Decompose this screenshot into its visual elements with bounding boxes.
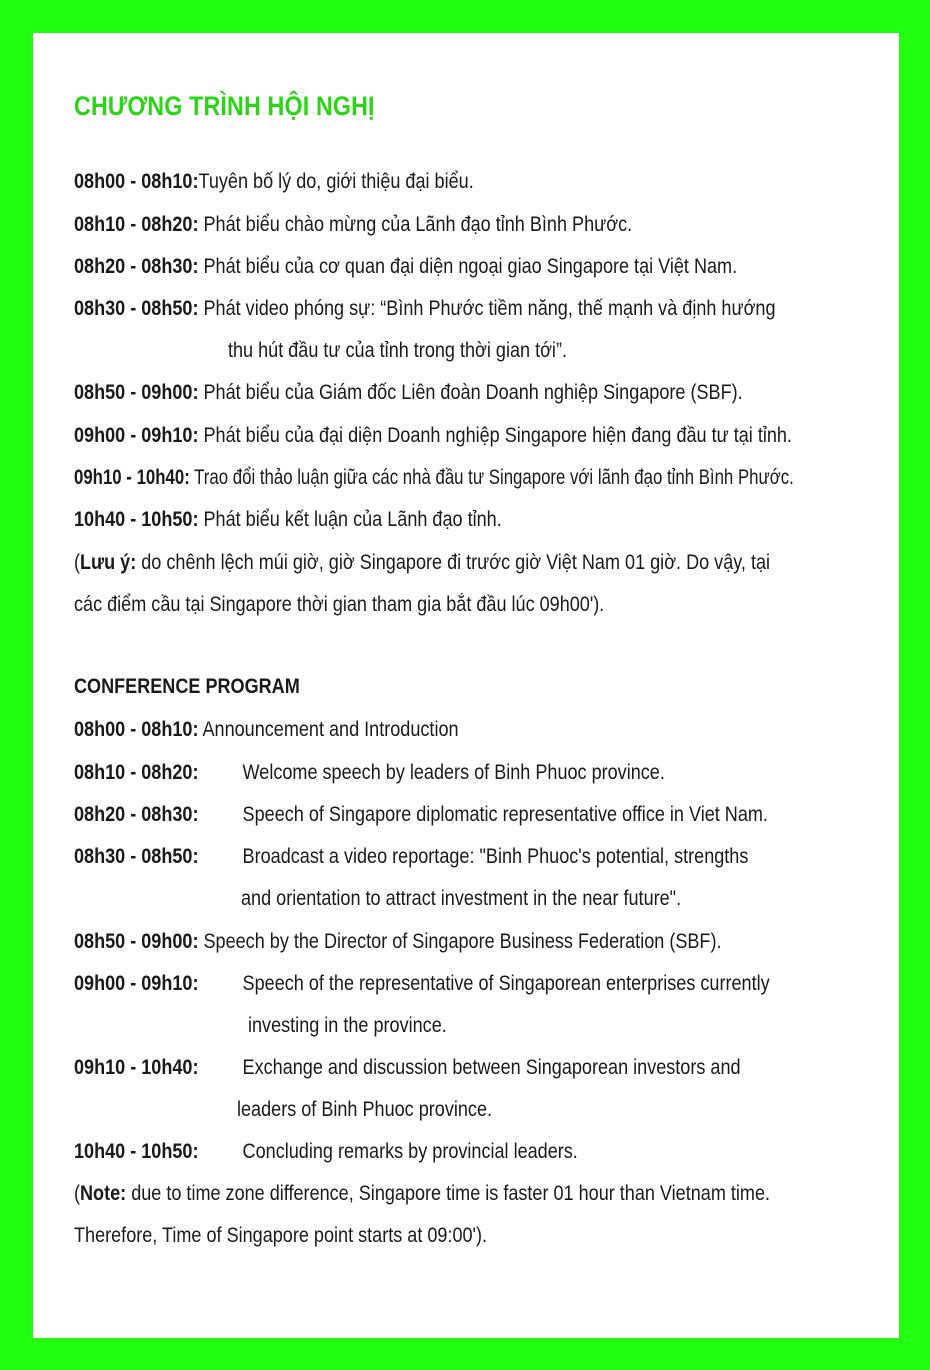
vi-item-8-text: Phát biểu kết luận của Lãnh đạo tỉnh. bbox=[198, 508, 502, 531]
en-item-5-time: 08h50 - 09h00: bbox=[74, 930, 199, 953]
en-item-3 bbox=[74, 801, 768, 829]
en-title: CONFERENCE PROGRAM bbox=[74, 675, 300, 698]
en-note-text: due to time zone difference, Singapore time is faster 01 hour than Vietnam time. bbox=[126, 1182, 771, 1205]
vi-item-1-time: 08h00 - 08h10: bbox=[74, 170, 199, 193]
vi-item-2-text: Phát biểu chào mừng của Lãnh đạo tỉnh Bình Phước. bbox=[198, 213, 633, 236]
vi-item-2 bbox=[74, 211, 632, 239]
en-item-6-cont: investing in the province. bbox=[248, 1014, 447, 1037]
en-item-2-time: 08h10 - 08h20: bbox=[74, 761, 199, 784]
vi-title: CHƯƠNG TRÌNH HỘI NGHỊ bbox=[74, 91, 375, 121]
vi-item-5-time: 08h50 - 09h00: bbox=[74, 381, 199, 404]
vi-item-6-time: 09h00 - 09h10: bbox=[74, 424, 199, 447]
vi-item-5 bbox=[74, 379, 743, 407]
en-item-8 bbox=[74, 1138, 578, 1166]
en-item-6-time: 09h00 - 09h10: bbox=[74, 972, 199, 995]
en-note-cont: Therefore, Time of Singapore point starts at 09:00'). bbox=[74, 1224, 488, 1247]
vi-note-text: do chênh lệch múi giờ, giờ Singapore đi trước giờ Việt Nam 01 giờ. Do vậy, tại bbox=[136, 551, 771, 574]
en-note-open: ( bbox=[74, 1182, 81, 1205]
en-note-label: Note: bbox=[80, 1182, 127, 1205]
en-note bbox=[74, 1180, 770, 1208]
vi-item-3 bbox=[74, 253, 737, 281]
vi-item-7-time: 09h10 - 10h40: bbox=[74, 466, 190, 489]
en-item-1-time: 08h00 - 08h10: bbox=[74, 718, 199, 741]
program-card bbox=[33, 33, 899, 1338]
en-item-3-time: 08h20 - 08h30: bbox=[74, 803, 199, 826]
en-item-5-text: Speech by the Director of Singapore Business Federation (SBF). bbox=[198, 930, 722, 953]
en-item-4-text: Broadcast a video reportage: "Binh Phuoc's potential, strengths bbox=[242, 845, 749, 868]
vi-item-7-text: Trao đổi thảo luận giữa các nhà đầu tư Singapore với lãnh đạo tỉnh Bình Phước. bbox=[189, 466, 794, 489]
en-item-6 bbox=[74, 970, 770, 998]
vi-note-cont: các điểm cầu tại Singapore thời gian tham gia bắt đầu lúc 09h00'). bbox=[74, 593, 605, 616]
vi-item-7 bbox=[74, 464, 794, 492]
en-item-7-text: Exchange and discussion between Singaporean investors and bbox=[242, 1056, 741, 1079]
en-item-3-text: Speech of Singapore diplomatic representative office in Viet Nam. bbox=[242, 803, 768, 826]
en-item-7-cont: leaders of Binh Phuoc province. bbox=[237, 1098, 493, 1121]
en-item-6-text: Speech of the representative of Singaporean enterprises currently bbox=[242, 972, 770, 995]
vi-note-label: Lưu ý: bbox=[80, 551, 137, 574]
vi-item-6 bbox=[74, 422, 792, 450]
vi-item-8 bbox=[74, 506, 502, 534]
vi-item-2-time: 08h10 - 08h20: bbox=[74, 213, 199, 236]
vi-note-open: ( bbox=[74, 551, 81, 574]
en-item-5 bbox=[74, 928, 721, 956]
vi-item-6-text: Phát biểu của đại diện Doanh nghiệp Singapore hiện đang đầu tư tại tỉnh. bbox=[198, 424, 792, 447]
en-item-2 bbox=[74, 759, 665, 787]
vi-note bbox=[74, 549, 770, 577]
vi-item-4-time: 08h30 - 08h50: bbox=[74, 297, 199, 320]
en-item-4-cont: and orientation to attract investment in the near future". bbox=[241, 887, 682, 910]
en-item-7-time: 09h10 - 10h40: bbox=[74, 1056, 199, 1079]
en-item-7 bbox=[74, 1054, 741, 1082]
vi-item-3-text: Phát biểu của cơ quan đại diện ngoại giao Singapore tại Việt Nam. bbox=[198, 255, 738, 278]
vi-item-4-cont: thu hút đầu tư của tỉnh trong thời gian tới”. bbox=[228, 339, 567, 362]
en-item-1-text: Announcement and Introduction bbox=[198, 718, 459, 741]
en-item-4 bbox=[74, 843, 748, 871]
en-item-4-time: 08h30 - 08h50: bbox=[74, 845, 199, 868]
en-item-2-text: Welcome speech by leaders of Binh Phuoc province. bbox=[242, 761, 665, 784]
en-item-8-text: Concluding remarks by provincial leaders. bbox=[242, 1140, 578, 1163]
en-item-8-time: 10h40 - 10h50: bbox=[74, 1140, 199, 1163]
vi-item-5-text: Phát biểu của Giám đốc Liên đoàn Doanh nghiệp Singapore (SBF). bbox=[198, 381, 743, 404]
vi-item-3-time: 08h20 - 08h30: bbox=[74, 255, 199, 278]
vi-item-4-text: Phát video phóng sự: “Bình Phước tiềm năng, thế mạnh và định hướng bbox=[198, 297, 776, 320]
vi-item-4 bbox=[74, 295, 776, 323]
en-item-1 bbox=[74, 716, 459, 744]
vi-item-1-text: Tuyên bố lý do, giới thiệu đại biểu. bbox=[198, 170, 474, 193]
vi-item-1 bbox=[74, 168, 474, 196]
vi-item-8-time: 10h40 - 10h50: bbox=[74, 508, 199, 531]
